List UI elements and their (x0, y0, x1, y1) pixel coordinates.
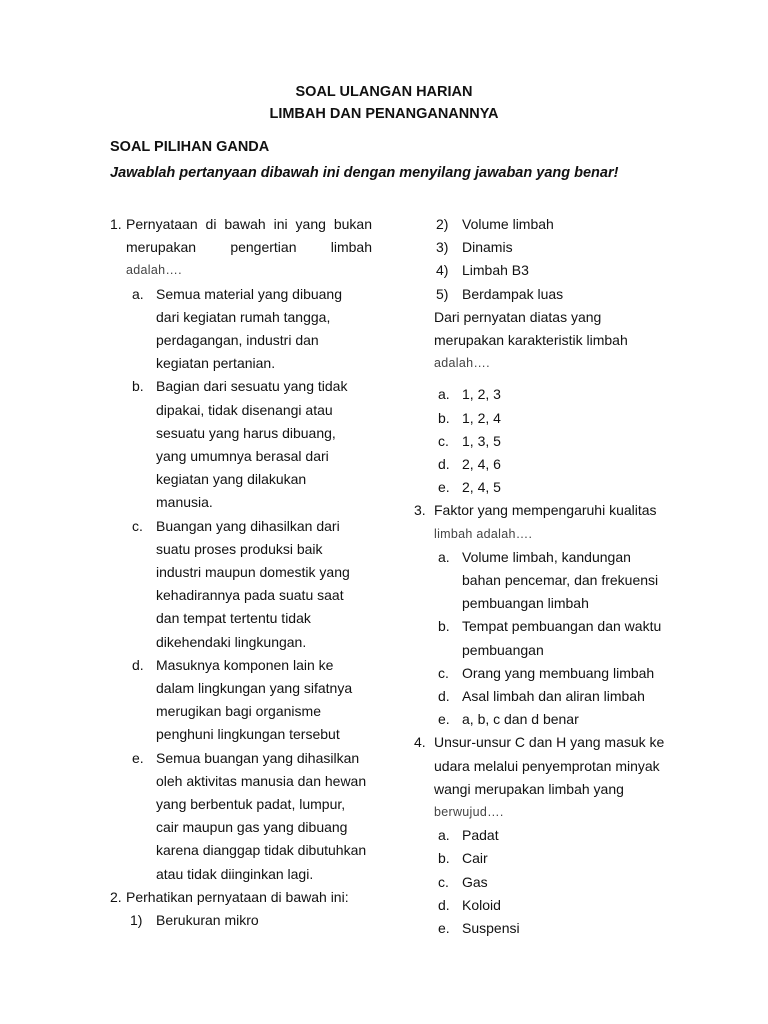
option-letter: b. (132, 378, 144, 395)
option-text: penghuni lingkungan tersebut (156, 726, 340, 743)
option-text: 1, 3, 5 (462, 432, 501, 449)
question-1 (110, 213, 372, 283)
option-text: sesuatu yang harus dibuang, (156, 424, 336, 441)
option-letter: d. (438, 896, 450, 913)
question-2-followup (414, 306, 704, 376)
option-1c[interactable] (110, 515, 372, 654)
option-letter: a. (438, 827, 450, 844)
option-2a[interactable] (414, 383, 704, 406)
option-letter: a. (132, 285, 144, 302)
option-text: dari kegiatan rumah tangga, (156, 308, 331, 325)
option-4d[interactable] (414, 894, 704, 917)
statement-text: Volume limbah (462, 216, 554, 232)
option-text: 1, 2, 3 (462, 386, 501, 403)
option-1b[interactable] (110, 375, 372, 514)
statement-5 (414, 283, 704, 306)
option-4c[interactable] (414, 871, 704, 894)
option-text: 2, 4, 5 (462, 479, 501, 496)
option-text: Masuknya komponen lain ke (156, 656, 334, 673)
option-4e[interactable] (414, 917, 704, 940)
option-text: atau tidak diinginkan lagi. (156, 865, 314, 882)
option-letter: c. (438, 873, 449, 890)
option-text: kehadirannya pada suatu saat (156, 587, 344, 604)
option-letter: e. (438, 479, 450, 496)
instruction-text: Jawablah pertanyaan dibawah ini dengan menyilang jawaban yang benar! (110, 165, 619, 181)
option-text: yang umumnya berasal dari (156, 448, 329, 465)
question-text: Dari pernyatan diatas yang (434, 308, 602, 325)
option-letter: e. (438, 711, 450, 728)
option-3b[interactable] (414, 615, 704, 661)
option-3e[interactable] (414, 708, 704, 731)
option-text: dan tempat tertentu tidak (156, 610, 311, 627)
option-letter: e. (132, 749, 144, 766)
page-subtitle: LIMBAH DAN PENANGANANNYA (269, 106, 499, 122)
option-1a[interactable] (110, 283, 372, 376)
option-text: manusia. (156, 494, 213, 511)
statement-number: 2) (436, 216, 449, 232)
statement-number: 4) (436, 262, 449, 279)
option-1e[interactable] (110, 747, 372, 886)
option-3c[interactable] (414, 662, 704, 685)
option-text: dikehendaki lingkungan. (156, 633, 307, 650)
page-title: SOAL ULANGAN HARIAN (295, 84, 473, 100)
statement-1 (110, 909, 372, 932)
question-number: 4. (414, 734, 426, 751)
option-2c[interactable] (414, 430, 704, 453)
option-text: Cair (462, 850, 488, 867)
option-2b[interactable] (414, 407, 704, 430)
statement-number: 1) (130, 912, 143, 929)
option-text: a, b, c dan d benar (462, 711, 579, 728)
left-column (110, 213, 372, 932)
option-letter: c. (132, 517, 143, 534)
option-text: pembuangan limbah (462, 595, 589, 612)
statement-number: 5) (436, 285, 449, 302)
option-letter: a. (438, 386, 450, 403)
option-letter: c. (438, 664, 449, 681)
option-letter: a. (438, 548, 450, 565)
question-text: adalah…. (434, 356, 490, 371)
question-2 (110, 886, 372, 909)
option-text: Orang yang membuang limbah (462, 664, 655, 681)
option-text: Suspensi (462, 920, 520, 937)
option-4a[interactable] (414, 824, 704, 847)
statement-4 (414, 259, 704, 282)
option-text: Koloid (462, 896, 501, 913)
option-text: suatu proses produksi baik (156, 540, 323, 557)
option-text: bahan pencemar, dan frekuensi (462, 572, 659, 589)
question-number: 1. (110, 216, 122, 232)
option-letter: d. (438, 688, 450, 705)
option-text: cair maupun gas yang dibuang (156, 819, 348, 836)
option-text: Gas (462, 873, 488, 890)
option-text: yang berbentuk padat, lumpur, (156, 796, 346, 813)
statement-number: 3) (436, 239, 449, 256)
option-3d[interactable] (414, 685, 704, 708)
statement-3 (414, 236, 704, 259)
option-3a[interactable] (414, 546, 704, 616)
section-heading: SOAL PILIHAN GANDA (110, 139, 270, 155)
option-text: perdagangan, industri dan (156, 332, 319, 349)
statement-text: Limbah B3 (462, 262, 529, 279)
option-text: Buangan yang dihasilkan dari (156, 517, 340, 534)
option-letter: e. (438, 920, 450, 937)
option-text: Semua material yang dibuang (156, 285, 343, 302)
question-4 (414, 731, 704, 824)
right-column (414, 213, 704, 940)
option-1d[interactable] (110, 654, 372, 747)
question-text: merupakan pengertian limbah (126, 239, 372, 256)
option-text: karena dianggap tidak dibutuhkan (156, 842, 367, 859)
question-text: wangi merupakan limbah yang (434, 780, 624, 797)
option-letter: b. (438, 618, 450, 635)
option-letter: d. (132, 656, 144, 673)
option-text: Bagian dari sesuatu yang tidak (156, 378, 348, 395)
statement-text: Dinamis (462, 239, 513, 256)
option-text: dalam lingkungan yang sifatnya (156, 680, 353, 697)
question-text: Faktor yang mempengaruhi kualitas (434, 502, 657, 519)
option-text: Padat (462, 827, 499, 844)
option-text: dipakai, tidak disenangi atau (156, 401, 333, 418)
option-text: pembuangan (462, 641, 544, 658)
question-text: Pernyataan di bawah ini yang bukan (126, 216, 372, 232)
option-text: Asal limbah dan aliran limbah (462, 688, 645, 705)
question-text: Unsur-unsur C dan H yang masuk ke (434, 734, 665, 751)
option-text: Volume limbah, kandungan (462, 548, 631, 565)
option-letter: b. (438, 409, 450, 426)
option-text: kegiatan yang dilakukan (156, 471, 307, 488)
option-text: merugikan bagi organisme (156, 703, 321, 720)
option-letter: b. (438, 850, 450, 867)
statement-text: Berukuran mikro (156, 912, 259, 929)
option-text: Tempat pembuangan dan waktu (462, 618, 662, 635)
option-2d[interactable] (414, 453, 704, 476)
question-number: 2. (110, 888, 122, 905)
option-text: oleh aktivitas manusia dan hewan (156, 772, 367, 789)
statement-2 (414, 213, 704, 236)
option-text: Semua buangan yang dihasilkan (156, 749, 360, 766)
option-2e[interactable] (414, 476, 704, 499)
question-number: 3. (414, 502, 426, 519)
question-text: merupakan karakteristik limbah (434, 332, 628, 349)
option-text: kegiatan pertanian. (156, 355, 276, 372)
option-4b[interactable] (414, 847, 704, 870)
option-letter: c. (438, 432, 449, 449)
question-text: udara melalui penyemprotan minyak (434, 757, 660, 774)
statement-text: Berdampak luas (462, 285, 564, 302)
question-text: adalah…. (126, 263, 182, 278)
question-3 (414, 499, 704, 545)
option-letter: d. (438, 456, 450, 473)
question-text: berwujud…. (434, 805, 504, 820)
question-text: Perhatikan pernyataan di bawah ini: (126, 888, 349, 905)
question-text: limbah adalah…. (434, 526, 533, 541)
option-text: 2, 4, 6 (462, 456, 501, 473)
option-text: industri maupun domestik yang (156, 564, 350, 581)
option-text: 1, 2, 4 (462, 409, 501, 426)
